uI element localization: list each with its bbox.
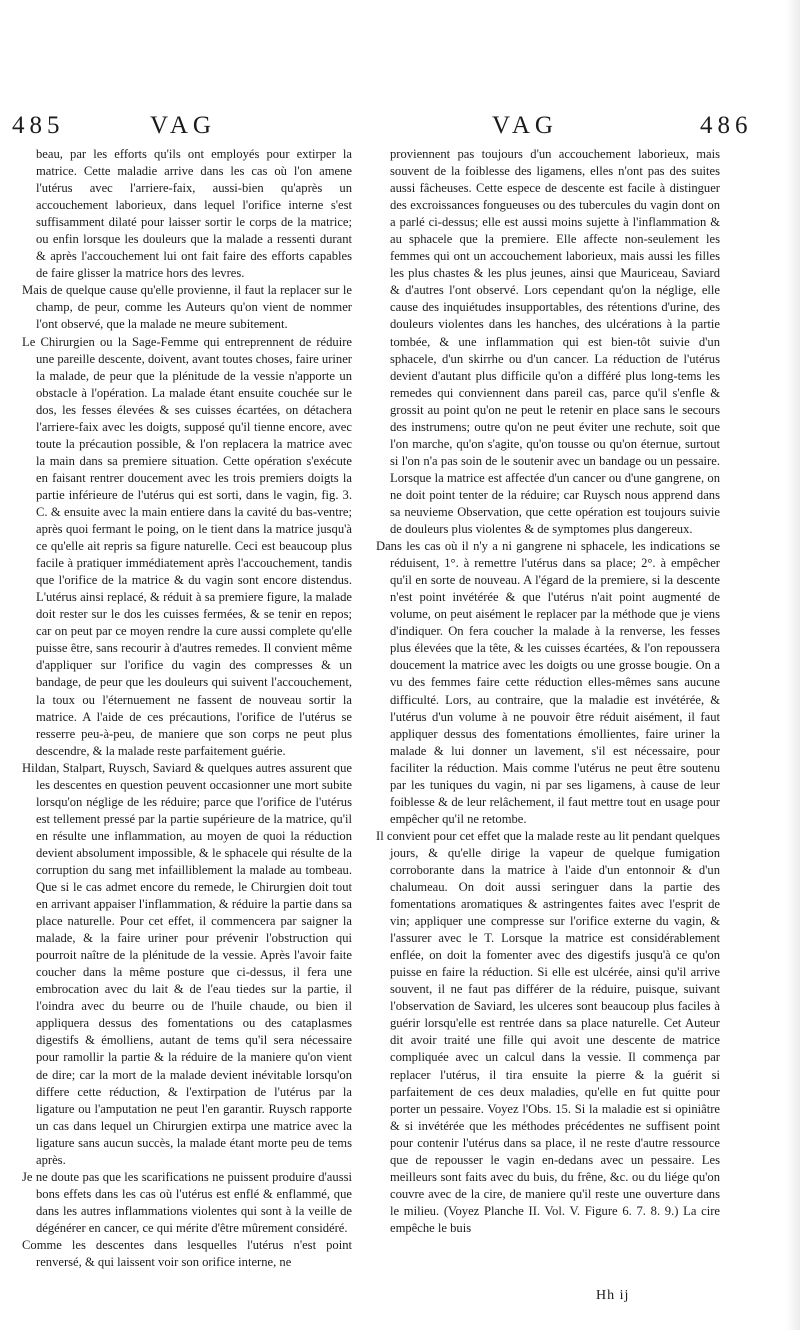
paragraph: Mais de quelque cause qu'elle provienne, il faut la replacer sur le champ, de peur, comme les Auteurs qu'on vient de nommer l'ont observé, que la malade ne meure subitement. bbox=[22, 283, 352, 332]
running-head-left: VAG bbox=[150, 112, 216, 139]
signature-mark: Hh ij bbox=[596, 1288, 630, 1303]
page-number-left: 485 bbox=[12, 112, 65, 139]
left-text-column bbox=[22, 146, 352, 1271]
paragraph: Comme les descentes dans lesquelles l'utérus n'est point renversé, & qui laissent voir son orifice interne, ne bbox=[22, 1238, 352, 1270]
paragraph: beau, par les efforts qu'ils ont employés pour extirper la matrice. Cette maladie arrive dans les cas où l'on amene l'utérus avec l'arriere-faix, aussi-bien qu'après un accouchement laborieux, dans lequel l'orifice interne s'est suffisamment dilaté pour laisser sortir le corps de la matrice; ou enfin lorsque les douleurs que la malade a ressenti durant & après l'accouchement lui ont fait faire des efforts capables de faire glisser la matrice hors des levres. bbox=[36, 147, 352, 281]
paragraph: proviennent pas toujours d'un accouchement laborieux, mais souvent de la foiblesse des ligamens, elles n'ont pas des suites aussi fâcheuses. Cette espece de descente est facile à distinguer des excroissances fongueuses ou des tubercules du vagin dont on a parlé ci-dessus; elle est aussi moins sujette à l'inflammation & au sphacele que la premiere. Elle affecte non-seulement les femmes qui ont un accouchement laborieux, mais aussi les filles les plus chastes & les plus jeunes, ainsi que Mauriceau, Saviard & d'autres l'ont observé. Lors cependant qu'on la néglige, elle cause des inquiétudes insupportables, des rétentions d'urine, des douleurs violentes dans les hanches, des ulcérations à la partie tombée, & une inflammation qui est bien-tôt suivie d'un sphacele, d'un skirrhe ou d'un cancer. La réduction de l'utérus devient d'autant plus difficile qu'on a différé plus long-tems les remedes qui conviennent dans pareil cas, parce qu'il s'enfle & grossit au point qu'on ne peut le retenir en place sans le secours des instrumens; outre qu'on ne peut éviter une rechute, soit que l'on marche, qu'on s'agite, qu'on tousse ou qu'on éternue, surtout si l'on n'a pas soin de le soutenir avec un bandage ou un pessaire. Lorsque la matrice est affectée d'un cancer ou d'une gangrene, on ne doit point tenter de la réduire; car Ruysch nous apprend dans sa neuvieme Observation, que cette opération est toujours suivie de douleurs plus violentes & de symptomes plus dangereux. bbox=[390, 147, 720, 537]
running-head-right: VAG bbox=[492, 112, 558, 139]
page-number-right: 486 bbox=[700, 112, 753, 139]
paragraph: Dans les cas où il n'y a ni gangrene ni sphacele, les indications se réduisent, 1°. à remettre l'utérus dans sa place; 2°. à empêcher qu'il en sorte de nouveau. A l'égard de la premiere, si la descente n'est point invétérée & que l'utérus n'ait point augmenté de volume, on peut aisément le replacer par la méthode que je viens d'indiquer. On fera coucher la malade à la renverse, les fesses plus élevées que la tête, & les cuisses écartées, & l'on repoussera doucement la matrice avec les doigts ou une grosse bougie. On a vu des femmes faire cette réduction elles-mêmes sans aucune difficulté. Lors, au contraire, que la maladie est invétérée, & l'utérus d'un volume à ne pouvoir être réduit aisément, il faut appliquer dessus des fomentations émollientes, faire uriner la malade & lui donner un lavement, s'il est nécessaire, pour faciliter la réduction. Mais comme l'utérus ne peut être soutenu par les tuniques du vagin, ni par ses ligamens, à cause de leur foiblesse & de leur relâchement, il faut mettre tout en usage pour empêcher qu'il ne retombe. bbox=[376, 539, 720, 826]
paragraph: Hildan, Stalpart, Ruysch, Saviard & quelques autres assurent que les descentes en question peuvent occasionner une mort subite lorsqu'on néglige de les réduire; parce que l'orifice de l'utérus est tellement pressé par la partie supérieure de la matrice, qu'il en résulte une inflammation, au moyen de quoi la réduction devient absolument impossible, & le sphacele qui résulte de la corruption du sang met infailliblement la malade au tombeau. Que si le cas admet encore du remede, le Chirurgien doit tout en arrivant appaiser l'inflammation, & réduire la partie dans sa place naturelle. Pour cet effet, il commencera par saigner la malade, & la faire uriner pour prévenir l'obstruction qui pourroit naître de la plénitude de la vessie. Après l'avoir faite coucher dans la même posture que ci-dessus, il fera une embrocation avec du lait & de l'eau tiedes sur la partie, il l'oindra avec du beurre ou de l'huile chaude, ou bien il appliquera dessus des fomentations ou des cataplasmes digestifs & émolliens, autant de tems qu'il sera nécessaire pour ramollir la partie & la réduire de la maniere qu'on vient de dire; car la mort de la malade devient inévitable lorsqu'on differe cette réduction, & l'extirpation de l'utérus par la ligature ou l'amputation ne peut l'en garantir. Ruysch rapporte un cas dans lequel un Chirurgien extirpa une matrice avec la ligature sans aucun succès, la malade étant morte peu de tems après. bbox=[22, 760, 352, 1167]
paragraph: Il convient pour cet effet que la malade reste au lit pendant quelques jours, & qu'elle dirige la vapeur de quelque fumigation corroborante dans la matrice à l'aide d'un entonnoir & d'un chalumeau. On doit aussi seringuer dans la partie des fomentations aromatiques & astringentes faites avec l'esprit de vin; appliquer une compresse sur l'orifice externe du vagin, & l'assurer avec le T. Lorsque la matrice est considérablement enflée, on doit la fomenter avec des digestifs jusqu'à ce qu'on puisse en faire la réduction. Si elle est ulcérée, ainsi qu'il arrive souvent, il ne faut pas différer de la réduire, puisque, suivant l'observation de Saviard, les ulceres sont beaucoup plus faciles à guérir lorsqu'elle est rentrée dans sa place naturelle. Cet Auteur dit avoir traité une fille qui avoit une descente de matrice compliquée avec un calcul dans la vessie. Il commença par replacer l'utérus, il tira ensuite la pierre & la guérit si parfaitement de ces deux maladies, qu'elle en fut quitte pour porter un pessaire. Voyez l'Obs. 15. Si la maladie est si opiniâtre & si invétérée que les méthodes précédentes ne suffisent point pour contenir l'utérus dans sa place, il ne reste d'autre ressource que de repousser le vagin en-dedans avec un pessaire. Les meilleurs sont faits avec du buis, du frêne, &c. ou du liége qu'on couvre avec de la cire, de maniere qu'il reste une ouverture dans le milieu. (Voyez Planche II. Vol. V. Figure 6. 7. 8. 9.) La cire empêche le buis bbox=[376, 828, 720, 1235]
paragraph: Le Chirurgien ou la Sage-Femme qui entreprennent de réduire une pareille descente, doivent, avant toutes choses, faire uriner la malade, de peur que la plénitude de la vessie n'apporte un obstacle à l'opération. La malade étant ensuite couchée sur le dos, les fesses élevées & ses cuisses écartées, on détachera l'arriere-faix avec les doigts, supposé qu'il tienne encore, avec toute la précaution possible, & l'on replacera la matrice avec la main dans sa premiere situation. Cette opération s'exécute en faisant rentrer doucement avec les trois premiers doigts la partie inférieure de l'utérus qui est sorti, dans le vagin, fig. 3. C. & ensuite avec la main entiere dans la cavité du bas-ventre; après quoi fermant le poing, on le tient dans la matrice jusqu'à ce qu'elle ait repris sa figure naturelle. Ceci est beaucoup plus facile à pratiquer immédiatement après l'accouchement, tandis que l'orifice de la matrice & du vagin sont encore distendus. L'utérus ainsi replacé, & réduit à sa premiere figure, la malade doit rester sur le dos les cuisses fermées, & se tenir en repos; car on peut par ce moyen rendre la cure aussi complete qu'elle puisse être, sans recourir à d'autres remedes. Il convient même d'appliquer sur l'orifice du vagin des compresses & un bandage, de peur que les douleurs qui suivent l'accouchement, la toux ou l'éternuement ne fassent de nouveau sortir la matrice. A l'aide de ces précautions, l'orifice de l'utérus se resserre peu-à-peu, de maniere que son corps ne peut plus descendre, & la malade reste parfaitement guérie. bbox=[22, 334, 352, 758]
right-text-column bbox=[376, 146, 720, 1237]
paragraph: Je ne doute pas que les scarifications ne puissent produire d'aussi bons effets dans les cas où l'utérus est enflé & enflammé, que dans les autres inflammations violentes qui sont à la veille de dégénérer en cancer, ce qui mérite d'être mûrement considéré. bbox=[22, 1169, 352, 1235]
page-gutter-shadow bbox=[786, 0, 800, 1330]
